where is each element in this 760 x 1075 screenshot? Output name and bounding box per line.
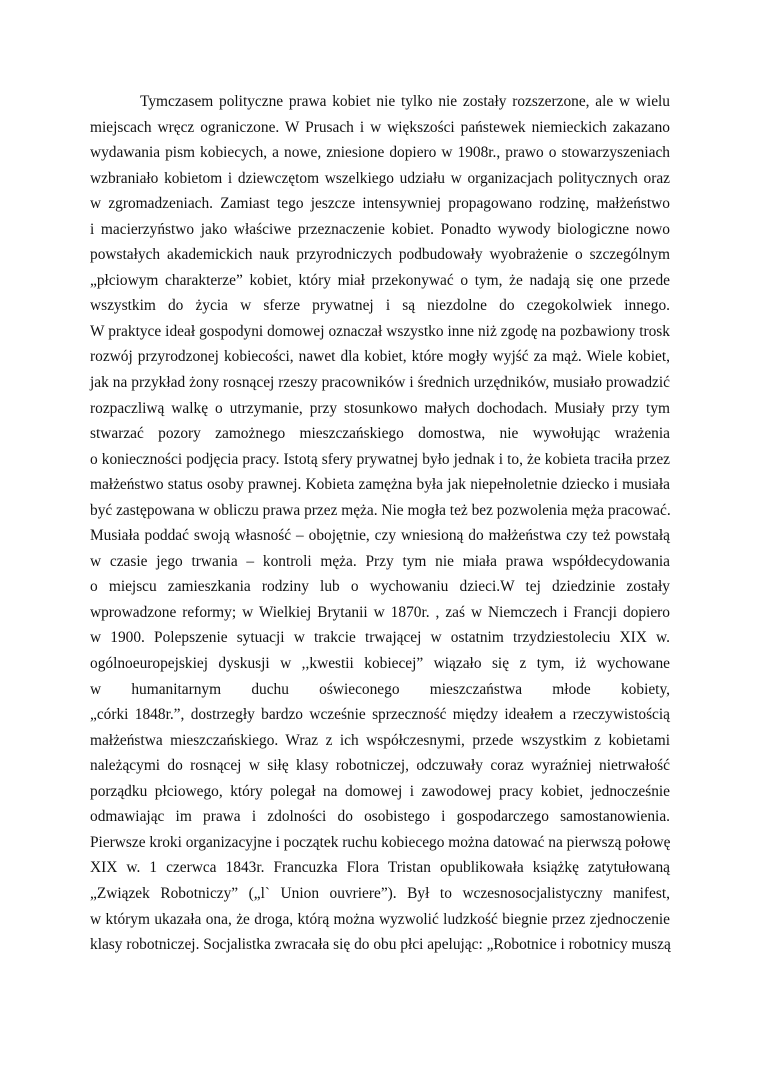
text-line: miejscach wręcz ograniczone. W Prusach i w większości państewek niemieckich zakazano	[90, 118, 670, 136]
text-line: klasy robotniczej. Socjalistka zwracała się do obu płci apelując: „Robotnice i robotnicy muszą	[90, 936, 671, 954]
text-line: odmawiając im prawa i zdolności do osobistego i gospodarczego samostanowienia.	[90, 808, 670, 826]
text-line: „płciowym charakterze” kobiet, który miał przekonywać o tym, że nadają się one przede	[90, 271, 670, 289]
text-line: o konieczności podjęcia pracy. Istotą sfery prywatnej było jednak i to, że kobieta traciła przez	[90, 450, 670, 468]
text-line: powstałych akademickich nauk przyrodniczych podbudowały wyobrażenie o szczególnym	[90, 246, 670, 264]
text-line: rozwój przyrodzonej kobiecości, nawet dla kobiet, które mogły wyjść za mąż. Wiele kobiet,	[90, 348, 670, 366]
text-line: i macierzyństwo jako właściwe przeznaczenie kobiet. Ponadto wywody biologiczne nowo	[90, 220, 670, 238]
text-line: „córki 1848r.”, dostrzegły bardzo wcześnie sprzeczność między ideałem a rzeczywistością	[90, 706, 670, 724]
text-line: „Związek Robotniczy” („l` Union ouvriere”). Był to wczesnosocjalistyczny manifest,	[90, 884, 670, 902]
text-line: w zgromadzeniach. Zamiast tego jeszcze intensywniej propagowano rodzinę, małżeństwo	[90, 195, 670, 213]
text-line: W praktyce ideał gospodyni domowej oznaczał wszystko inne niż zgodę na pozbawiony trosk	[90, 322, 670, 340]
text-line: małżeństwo status osoby prawnej. Kobieta zamężna była jak niepełnoletnie dziecko i musiała	[90, 476, 670, 494]
text-line: małżeństwa mieszczańskiego. Wraz z ich współczesnymi, przede wszystkim z kobietami	[90, 731, 670, 749]
text-line: wydawania pism kobiecych, a nowe, zniesione dopiero w 1908r., prawo o stowarzyszeniach	[90, 144, 670, 162]
text-line: wprowadzone reformy; w Wielkiej Brytanii w 1870r. , zaś w Niemczech i Francji dopiero	[90, 603, 670, 621]
text-line: należącymi do rosnącej w siłę klasy robotniczej, odczuwały coraz wyraźniej nietrwałość	[90, 757, 670, 775]
text-line: być zastępowana w obliczu prawa przez męża. Nie mogła też bez pozwolenia męża pracować.	[90, 501, 671, 519]
text-line: XIX w. 1 czerwca 1843r. Francuzka Flora Tristan opublikowała książkę zatytułowaną	[90, 859, 670, 877]
text-line: Musiała poddać swoją własność – obojętnie, czy wniesioną do małżeństwa czy też powstałą	[90, 527, 670, 545]
text-line: w czasie jego trwania – kontroli męża. Przy tym nie miała prawa współdecydowania	[90, 552, 670, 570]
text-line: rozpaczliwą walkę o utrzymanie, przy stosunkowo małych dochodach. Musiały przy tym	[90, 399, 670, 417]
text-line: wzbraniało kobietom i dziewczętom wszelkiego udziału w organizacjach politycznych oraz	[90, 169, 670, 187]
text-line: wszystkim do życia w sferze prywatnej i są niezdolne do czegokolwiek innego.	[90, 297, 670, 315]
text-line: w humanitarnym duchu oświeconego mieszczaństwa młode kobiety,	[90, 680, 670, 698]
body-paragraph	[90, 89, 670, 958]
text-line: Tymczasem polityczne prawa kobiet nie tylko nie zostały rozszerzone, ale w wielu	[140, 93, 670, 110]
text-line: o miejscu zamieszkania rodziny lub o wychowaniu dzieci.W tej dziedzinie zostały	[90, 578, 670, 596]
text-line: Pierwsze kroki organizacyjne i początek ruchu kobiecego można datować na pierwszą połowę	[90, 833, 671, 851]
text-line: stwarzać pozory zamożnego mieszczańskiego domostwa, nie wywołując wrażenia	[90, 425, 670, 443]
text-line: ogólnoeuropejskiej dyskusji w ,,kwestii kobiecej” wiązało się z tym, iż wychowane	[90, 655, 670, 673]
text-line: w 1900. Polepszenie sytuacji w trakcie trwającej w ostatnim trzydziestoleciu XIX w.	[90, 629, 670, 647]
text-line: porządku płciowego, który polegał na domowej i zawodowej pracy kobiet, jednocześnie	[90, 782, 670, 800]
text-line: jak na przykład żony rosnącej rzeszy pracowników i średnich urzędników, musiało prowadzić	[90, 374, 670, 392]
text-line: w którym ukazała ona, że droga, którą można wyzwolić ludzkość biegnie przez zjednoczenie	[90, 910, 670, 928]
